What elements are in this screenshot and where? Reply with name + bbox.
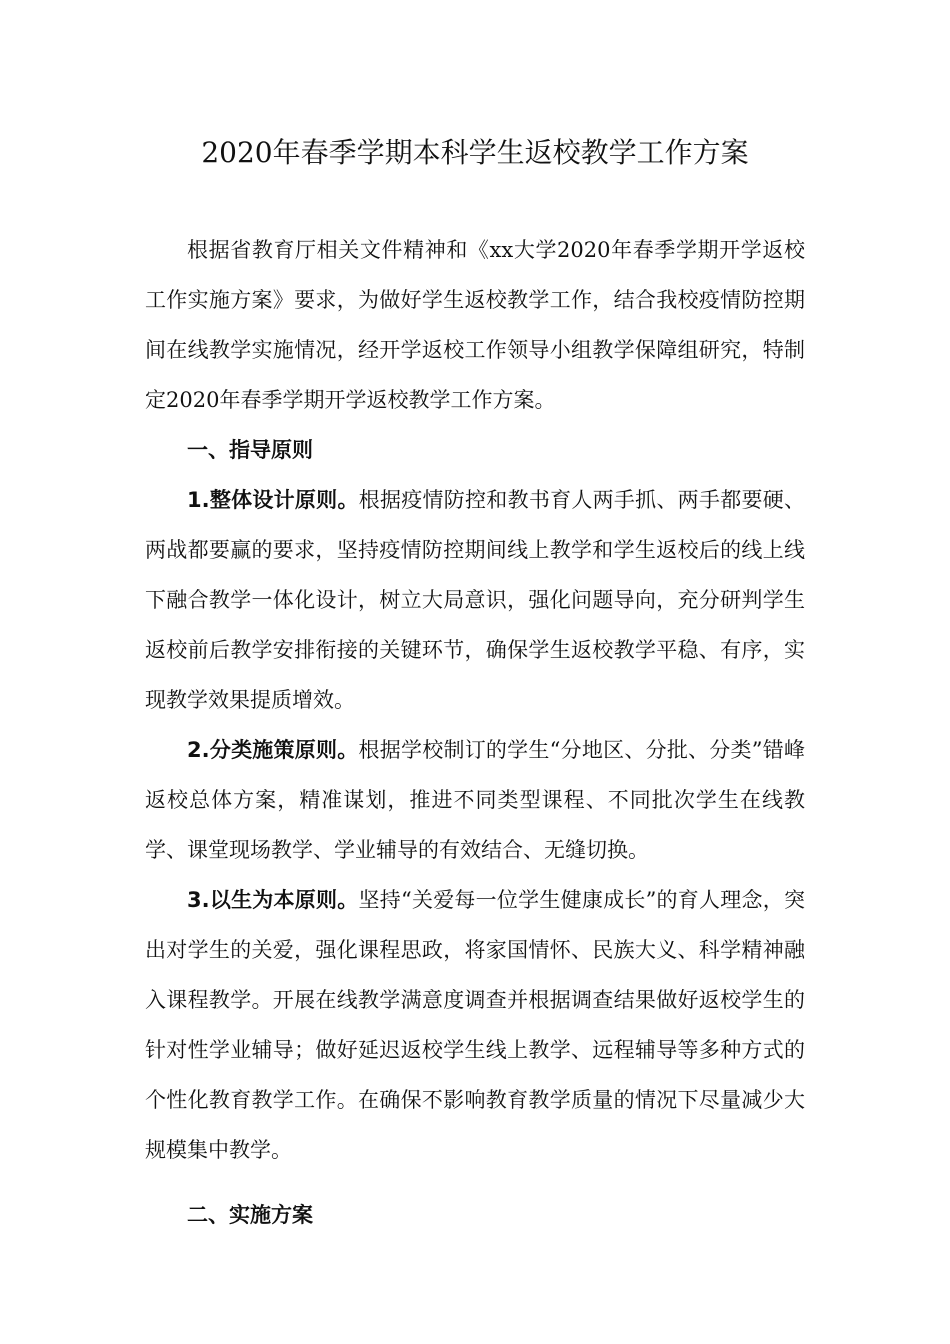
principle-paragraph-2	[145, 725, 805, 875]
document-title: 2020年春季学期本科学生返校教学工作方案	[201, 136, 749, 169]
principle-lead-1: 1.整体设计原则。	[187, 488, 359, 512]
principle-paragraph-3	[145, 875, 805, 1175]
principle-paragraph-1	[145, 475, 805, 725]
section-heading-implementation-plan: 二、实施方案	[187, 1203, 313, 1227]
principle-text-2: 根据学校制订的学生“分地区、分批、分类”错峰返校总体方案，精准谋划，推进不同类型课程、不同批次学生在线教学、课堂现场教学、学业辅导的有效结合、无缝切换。	[145, 738, 805, 862]
document-body	[145, 225, 805, 1240]
section-heading-guiding-principles: 一、指导原则	[187, 438, 313, 462]
section-spacer	[145, 1175, 805, 1190]
principle-lead-3: 3.以生为本原则。	[187, 888, 359, 912]
principle-lead-2: 2.分类施策原则。	[187, 738, 359, 762]
principle-text-3: 坚持“关爱每一位学生健康成长”的育人理念，突出对学生的关爱，强化课程思政，将家国情怀、民族大义、科学精神融入课程教学。开展在线教学满意度调查并根据调查结果做好返校学生的针对性学业辅导；做好延迟返校学生线上教学、远程辅导等多种方式的个性化教育教学工作。在确保不影响教育教学质量的情况下尽量减少大规模集中教学。	[145, 888, 805, 1162]
principle-text-1: 根据疫情防控和教书育人两手抓、两手都要硬、两战都要赢的要求，坚持疫情防控期间线上教学和学生返校后的线上线下融合教学一体化设计，树立大局意识，强化问题导向，充分研判学生返校前后教学安排衔接的关键环节，确保学生返校教学平稳、有序，实现教学效果提质增效。	[145, 488, 806, 712]
intro-paragraph: 根据省教育厅相关文件精神和《xx大学2020年春季学期开学返校工作实施方案》要求，为做好学生返校教学工作，结合我校疫情防控期间在线教学实施情况，经开学返校工作领导小组教学保障组研究，特制定2020年春季学期开学返校教学工作方案。	[145, 238, 805, 412]
